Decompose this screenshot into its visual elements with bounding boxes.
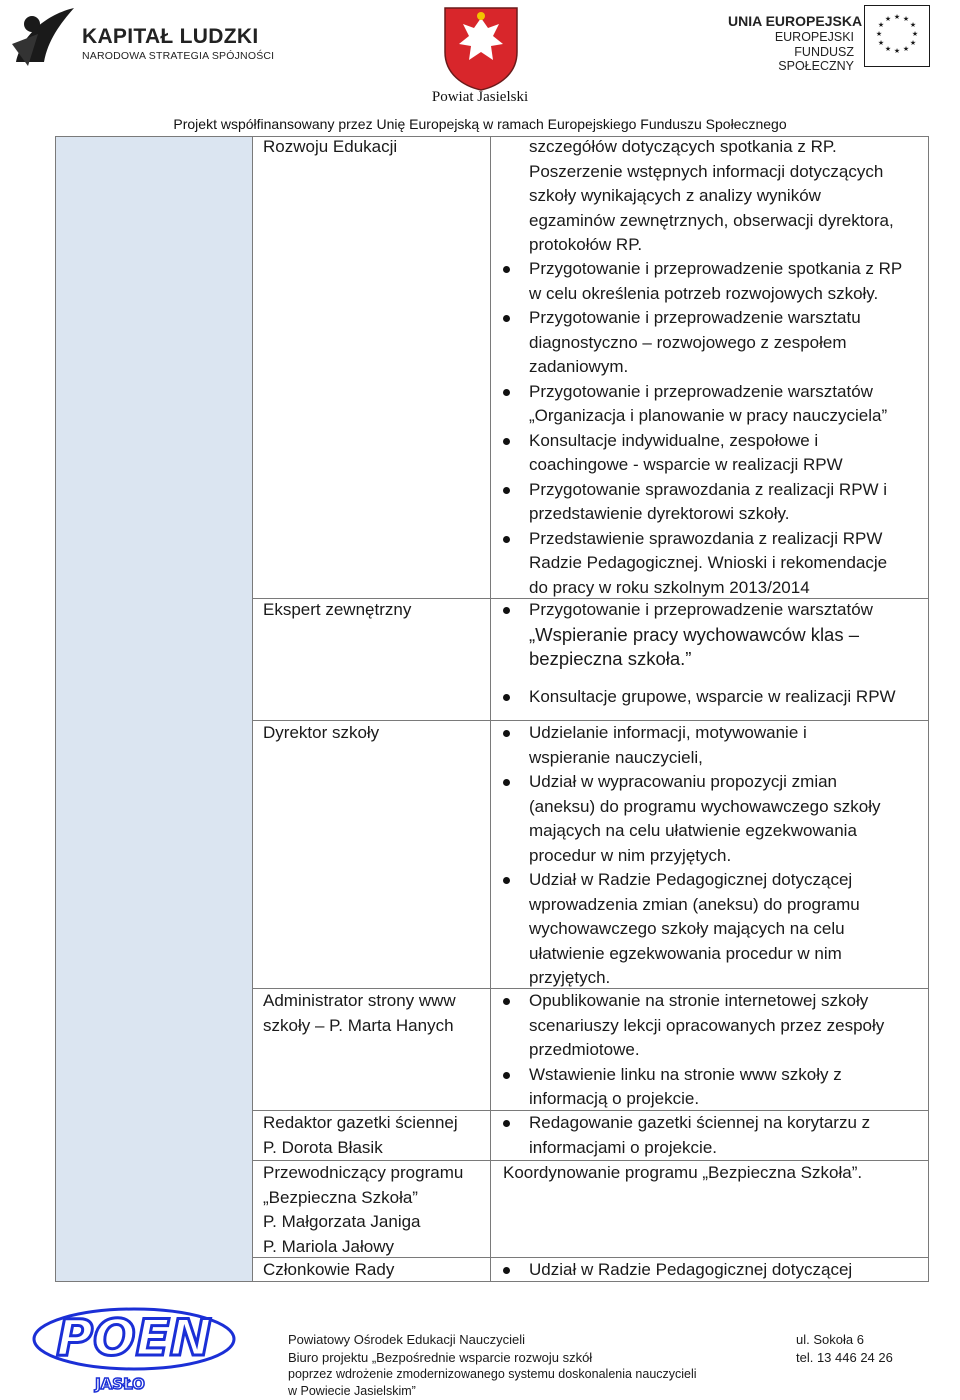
role-line: Ekspert zewnętrzny [263,600,412,619]
role-cell [263,1161,463,1259]
task-line: scenariuszy lekcji opracowanych przez zespoły [529,1015,885,1035]
task-line: Udział w wypracowaniu propozycji zmian [529,772,838,791]
bullet-icon [503,998,510,1005]
eu-fund-line-1: EUROPEJSKI [774,30,854,44]
bullet-icon [503,266,510,273]
role-cell [263,135,397,160]
task-line: Udział w Radzie Pedagogicznej dotyczącej [529,1260,853,1279]
task-line: ułatwienie egzekwowania procedur w nim [529,943,842,963]
task-item [529,306,902,380]
eu-fund-line-2: FUNDUSZ SPOŁECZNY [778,45,854,73]
role-line: P. Mariola Jałowy [263,1236,395,1256]
coat-of-arms-icon [441,4,521,92]
task-item [529,989,884,1063]
task-line: diagnostyczno – rozwojowego z zespołem [529,332,847,352]
task-line: w celu określenia potrzeb rozwojowych szkoły. [529,283,879,303]
task-line: Konsultacje indywidualne, zespołowe i [529,430,819,450]
table-left-column [56,137,253,1281]
task-line: szczegółów dotyczących spotkania z RP. [529,137,837,156]
poen-logo-subtext: JASŁO [95,1375,145,1393]
svg-text:★: ★ [909,21,917,29]
bullet-icon [503,607,510,614]
task-item [529,770,881,868]
bullet-icon [503,1267,510,1274]
footer-phone: tel. 13 446 24 26 [796,1350,893,1365]
task-list [529,989,884,1112]
svg-text:★: ★ [884,15,892,23]
svg-text:★: ★ [909,39,917,47]
task-line: protokołów RP. [529,235,643,254]
task-item [529,721,881,770]
footer-address: ul. Sokoła 6 [796,1332,864,1347]
powiat-jasielski-label: Powiat Jasielski [431,89,529,105]
bullet-icon [503,730,510,737]
role-line: Administrator strony www [263,991,456,1010]
task-line: zadaniowym. [529,357,629,376]
task-item [529,1258,852,1283]
role-cell [263,1258,394,1283]
task-line: Udział w Radzie Pedagogicznej dotyczącej [529,870,853,889]
task-line: Opublikowanie na stronie internetowej szkoły [529,991,869,1010]
page-header [0,0,960,138]
task-line: Udzielanie informacji, motywowanie i [529,723,807,742]
task-line: Przygotowanie i przeprowadzenie warsztatu [529,308,861,327]
bullet-icon [503,438,510,445]
kapital-ludzki-subtitle: NARODOWA STRATEGIA SPÓJNOŚCI [82,50,275,62]
task-line: Poszerzenie wstępnych informacji dotyczących [529,161,884,181]
task-line: przyjętych. [529,968,611,987]
bullet-icon [503,389,510,396]
task-item [529,1111,870,1160]
svg-text:★: ★ [875,30,883,38]
task-line: procedur w nim przyjętych. [529,845,732,865]
role-cell [263,1111,458,1160]
task-line: Przygotowanie sprawozdania z realizacji RPW i [529,479,888,499]
task-item [529,527,902,601]
task-line: Przedstawienie sprawozdania z realizacji RPW [529,528,883,548]
task-line: do pracy w roku szkolnym 2013/2014 [529,577,810,597]
task-line: Konsultacje grupowe, wsparcie w realizacji RPW [529,686,896,706]
task-line: informacją o projekcie. [529,1089,700,1108]
svg-text:★: ★ [884,45,892,53]
task-item [529,1063,884,1112]
role-line: Rozwoju Edukacji [263,137,398,156]
svg-text:★: ★ [902,15,910,23]
task-item [529,257,902,306]
poen-logo-text: POEN [56,1309,212,1367]
bullet-icon [503,877,510,884]
task-line: Przygotowanie i przeprowadzenie warsztatów [529,600,873,619]
task-line: wprowadzenia zmian (aneksu) do programu [529,894,860,914]
task-line: „Organizacja i planowanie w pracy nauczyciela” [529,406,888,425]
task-line: wspieranie nauczycieli, [529,747,703,767]
task-line: Przygotowanie i przeprowadzenie spotkania z RP [529,259,903,278]
task-line: egzaminów zewnętrznych, obserwacji dyrektora, [529,210,894,230]
kapital-ludzki-title: KAPITAŁ LUDZKI [82,25,259,48]
role-line: Członkowie Rady [263,1260,395,1279]
svg-text:★: ★ [877,21,885,29]
svg-text:★: ★ [877,39,885,47]
task-line: (aneksu) do programu wychowawczego szkoły [529,796,881,816]
task-item [529,685,896,710]
bullet-icon [503,694,510,701]
task-line: przedstawienie dyrektorowi szkoły. [529,504,790,523]
task-item-highlighted [529,380,902,429]
footer-line-4: w Powiecie Jasielskim” [288,1384,416,1398]
role-line: szkoły – P. Marta Hanych [263,1015,454,1035]
role-line: „Bezpieczna Szkoła” [263,1187,418,1207]
task-line: wychowawczego szkoły mających na celu [529,919,845,938]
svg-text:★: ★ [902,45,910,53]
footer-office-line: Biuro projektu „Bezpośrednie wsparcie rozwoju szkół [288,1350,593,1365]
task-item [529,429,902,478]
task-line: przedmiotowe. [529,1040,640,1059]
task-line: „Wspieranie pracy wychowawców klas – [529,623,860,645]
svg-text:★: ★ [893,13,901,21]
bullet-icon [503,779,510,786]
eu-flag-icon [864,5,930,67]
role-cell [263,989,456,1038]
task-item [529,868,881,991]
role-line: Redaktor gazetki ściennej [263,1113,458,1132]
task-line: Przygotowanie i przeprowadzenie warsztatów [529,381,873,401]
task-list [529,1258,852,1283]
task-line: szkoły wynikających z analizy wyników [529,186,821,205]
task-line: Redagowanie gazetki ściennej na korytarzu z [529,1113,871,1132]
task-line: informacjami o projekcie. [529,1137,718,1157]
project-cofinancing-line: Projekt współfinansowany przez Unię Europejską w ramach Europejskiego Funduszu Społecznego [173,116,787,132]
svg-text:★: ★ [893,47,901,55]
task-line: mających na celu ułatwienie egzekwowania [529,821,857,840]
role-line: Dyrektor szkoły [263,723,380,742]
task-list [529,598,896,709]
eu-title: UNIA EUROPEJSKA [728,13,863,29]
role-line: P. Małgorzata Janiga [263,1212,421,1231]
task-item [529,478,902,527]
task-list [529,1111,870,1160]
task-line: coachingowe - wsparcie w realizacji RPW [529,455,843,474]
poen-logo [28,1303,240,1393]
bullet-icon [503,1120,510,1127]
bullet-icon [503,536,510,543]
role-cell [263,721,379,746]
bullet-icon [503,487,510,494]
task-line: Radzie Pedagogicznej. Wnioski i rekomendacje [529,553,888,572]
bullet-icon [503,1072,510,1079]
role-cell [263,598,411,623]
task-list [529,721,881,991]
task-plain: Koordynowanie programu „Bezpieczna Szkoła”. [503,1163,863,1182]
task-intro [529,135,894,258]
role-line: Przewodniczący programu [263,1163,464,1182]
task-item [529,598,896,672]
footer-line-3: poprzez wdrożenie zmodernizowanego systemu doskonalenia nauczycieli [288,1367,697,1381]
task-list [529,257,902,600]
bullet-icon [503,315,510,322]
svg-text:★: ★ [911,30,919,38]
role-line: P. Dorota Błasik [263,1137,383,1157]
footer-org-name: Powiatowy Ośrodek Edukacji Nauczycieli [288,1332,525,1347]
task-line: Wstawienie linku na stronie www szkoły z [529,1064,842,1084]
task-line: bezpieczna szkoła.” [529,648,692,669]
